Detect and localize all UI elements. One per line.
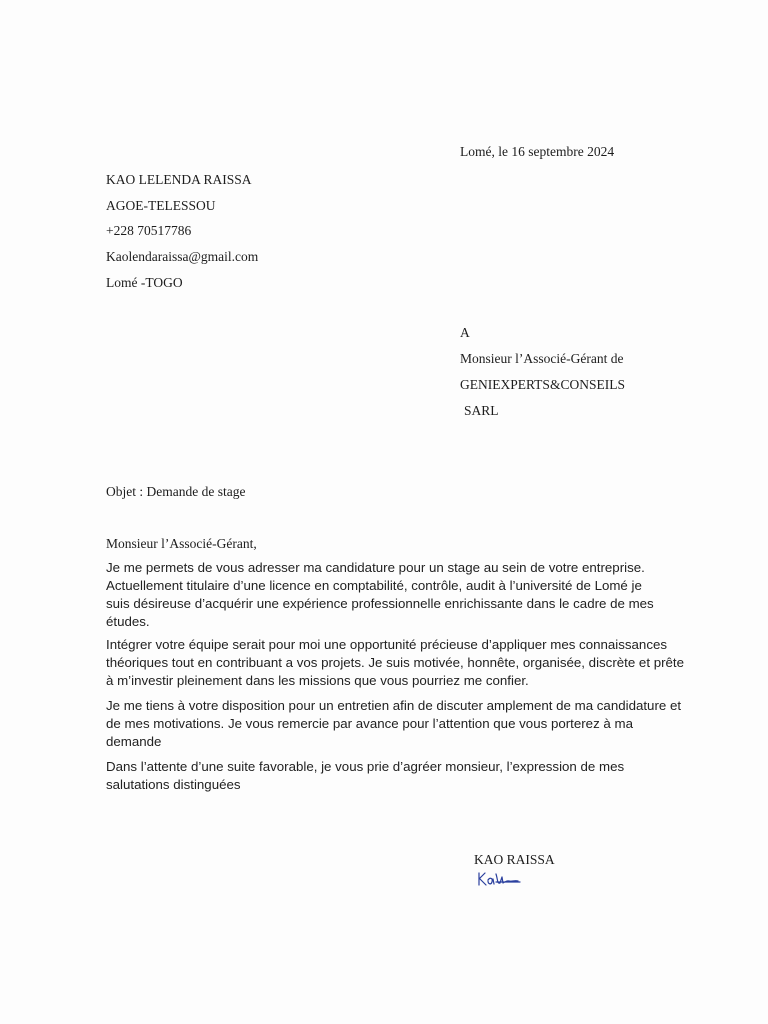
body-line: Dans l’attente d’une suite favorable, je vous prie d’agréer monsieur, l’expression de mes (106, 759, 625, 774)
subject-line: Objet : Demande de stage (106, 484, 246, 499)
date-line: Lomé, le 16 septembre 2024 (460, 144, 615, 159)
body-line: Je me tiens à votre disposition pour un entretien afin de discuter amplement de ma candidature et (106, 698, 682, 713)
body-paragraph-1 (106, 559, 706, 631)
body-line: demande (106, 734, 162, 749)
body-paragraph-4 (106, 758, 706, 794)
recipient-line-2: GENIEXPERTS&CONSEILS (460, 377, 625, 392)
body-paragraph-2 (106, 636, 706, 690)
sender-name: KAO LELENDA RAISSA (106, 172, 252, 187)
salutation: Monsieur l’Associé-Gérant, (106, 536, 257, 551)
sender-address: AGOE-TELESSOU (106, 198, 216, 213)
signature-name: KAO RAISSA (474, 852, 555, 867)
recipient-prefix: A (460, 325, 470, 340)
body-line: à m’investir pleinement dans les missions que vous pourriez me confier. (106, 673, 529, 688)
body-line: études. (106, 614, 150, 629)
sender-email: Kaolendaraissa@gmail.com (106, 249, 259, 264)
body-line: suis désireuse d’acquérir une expérience professionnelle enrichissante dans le cadre de mes (106, 596, 654, 611)
body-line: théoriques tout en contribuant a vos projets. Je suis motivée, honnête, organisée, discrète et prête (106, 655, 685, 670)
recipient-line-1: Monsieur l’Associé-Gérant de (460, 351, 624, 366)
body-paragraph-3 (106, 697, 706, 751)
sender-phone: +228 70517786 (106, 223, 192, 238)
sender-city: Lomé -TOGO (106, 275, 183, 290)
body-line: Je me permets de vous adresser ma candidature pour un stage au sein de votre entreprise. (106, 560, 645, 575)
handwritten-signature (476, 870, 522, 888)
recipient-line-3: SARL (464, 403, 499, 418)
body-line: Intégrer votre équipe serait pour moi une opportunité précieuse d’appliquer mes connaissances (106, 637, 668, 652)
body-line: salutations distinguées (106, 777, 241, 792)
body-line: Actuellement titulaire d’une licence en comptabilité, contrôle, audit à l’université de Lomé je (106, 578, 642, 593)
body-line: de mes motivations. Je vous remercie par avance pour l’attention que vous porterez à ma (106, 716, 633, 731)
